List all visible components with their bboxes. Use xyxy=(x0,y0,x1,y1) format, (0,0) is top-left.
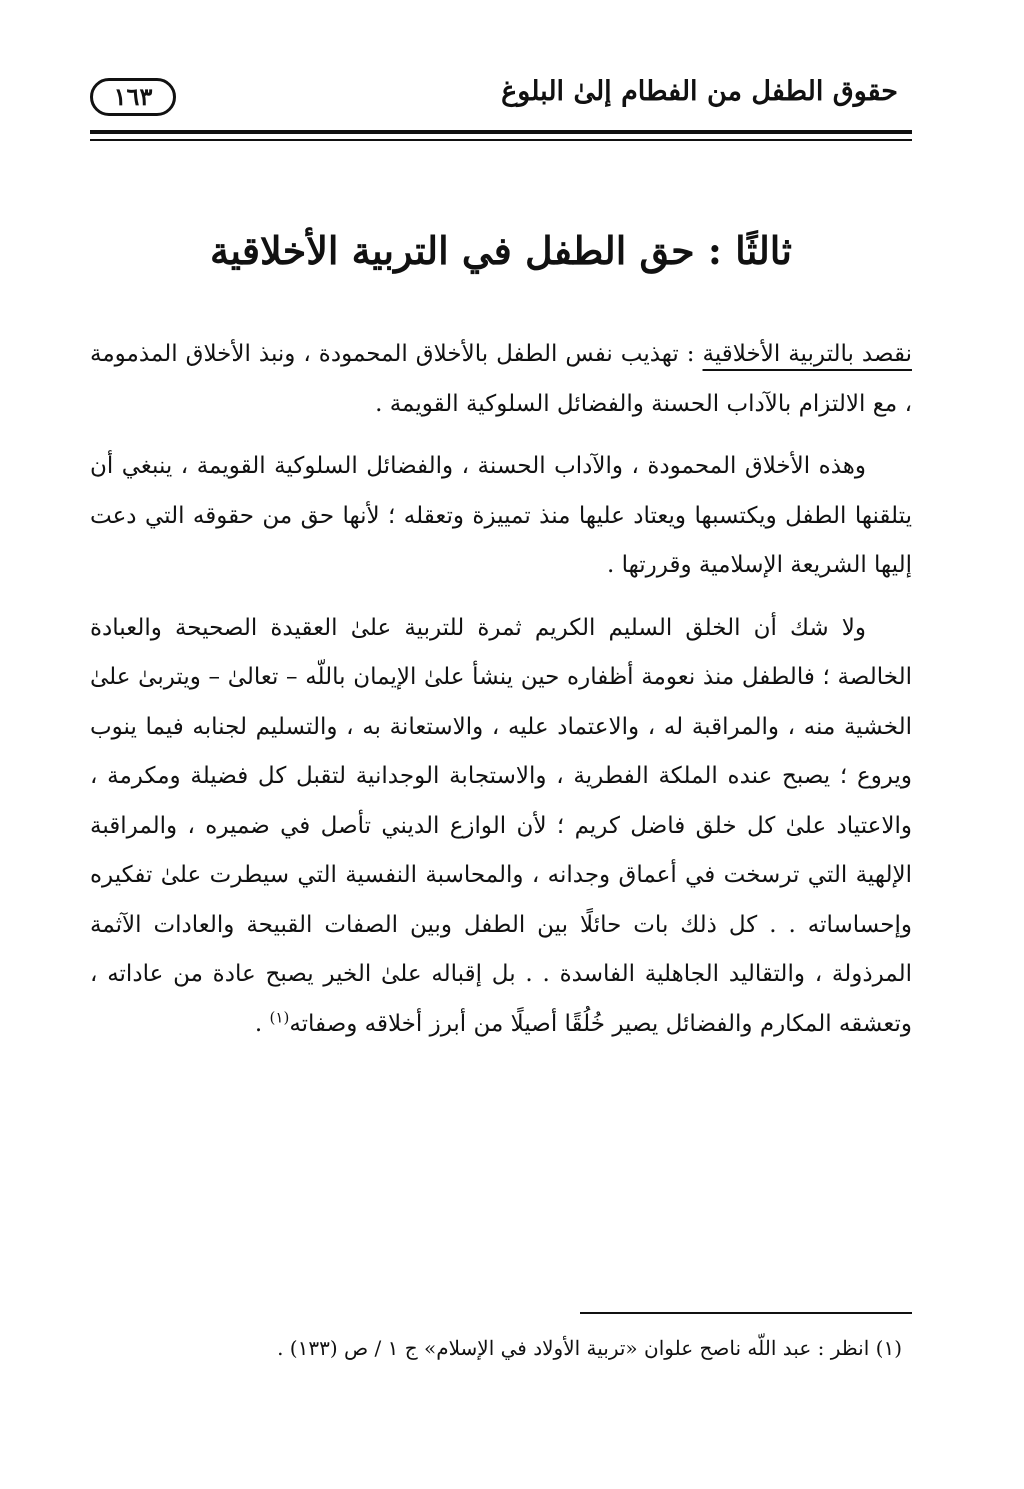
page-header xyxy=(90,70,912,130)
paragraph-definition xyxy=(90,330,912,429)
footnote-reference[interactable]: (١) xyxy=(269,1007,290,1026)
page-number-badge: ١٦٣ xyxy=(90,78,176,116)
header-rule-thin xyxy=(90,139,912,141)
defined-term: نقصد بالتربية الأخلاقية xyxy=(702,341,912,367)
body-text xyxy=(90,330,912,1062)
paragraph-2-text: وهذه الأخلاق المحمودة ، والآداب الحسنة ، والفضائل السلوكية القويمة ، ينبغي أن يتلقنها الطفل ويكتسبها ويعتاد عليها منذ تمييزة وتعقله ؛ لأنها حق من حقوقه التي دعت إليها الشريعة الإسلامية وقررتها . xyxy=(90,453,912,578)
paragraph-3-end: . xyxy=(254,1010,270,1037)
header-rule-thick xyxy=(90,130,912,134)
section-title: ثالثًا : حق الطفل في التربية الأخلاقية xyxy=(210,228,792,273)
footnote: (١) انظر : عبد اللّه ناصح علوان «تربية الأولاد في الإسلام» ج ١ / ص (١٣٣) . xyxy=(277,1336,902,1360)
footnote-separator xyxy=(580,1312,912,1314)
definition-text: : تهذيب نفس الطفل بالأخلاق المحمودة ، ونبذ الأخلاق المذمومة ، مع الالتزام بالآداب الحسنة والفضائل السلوكية القويمة . xyxy=(90,341,912,417)
paragraph-3-text: ولا شك أن الخلق السليم الكريم ثمرة للتربية علىٰ العقيدة الصحيحة والعبادة الخالصة ؛ فالطفل منذ نعومة أظفاره حين ينشأ علىٰ الإيمان باللّه – تعالىٰ – ويتربىٰ علىٰ الخشية منه ، والمراقبة له ، والاعتماد عليه ، والاستعانة به ، والتسليم لجنابه فيما ينوب ويروع ؛ يصبح عنده الملكة الفطرية ، والاستجابة الوجدانية لتقبل كل فضيلة ومكرمة ، والاعتياد علىٰ كل خلق فاضل كريم ؛ لأن الوازع الديني تأصل في ضميره ، والمراقبة الإلهية التي ترسخت في أعماق وجدانه ، والمحاسبة النفسية التي سيطرت علىٰ تفكيره وإحساساته . . كل ذلك بات حائلًا بين الطفل وبين الصفات القبيحة والعادات الآثمة المرذولة ، والتقاليد الجاهلية الفاسدة . . بل إقباله علىٰ الخير يصبح عادة من عاداته ، وتعشقه المكارم والفضائل يصير خُلُقًا أصيلًا من أبرز أخلاقه وصفاته xyxy=(90,614,912,1037)
running-title: حقوق الطفل من الفطام إلىٰ البلوغ xyxy=(501,76,898,107)
paragraph-3 xyxy=(90,604,912,1050)
paragraph-2 xyxy=(90,442,912,591)
